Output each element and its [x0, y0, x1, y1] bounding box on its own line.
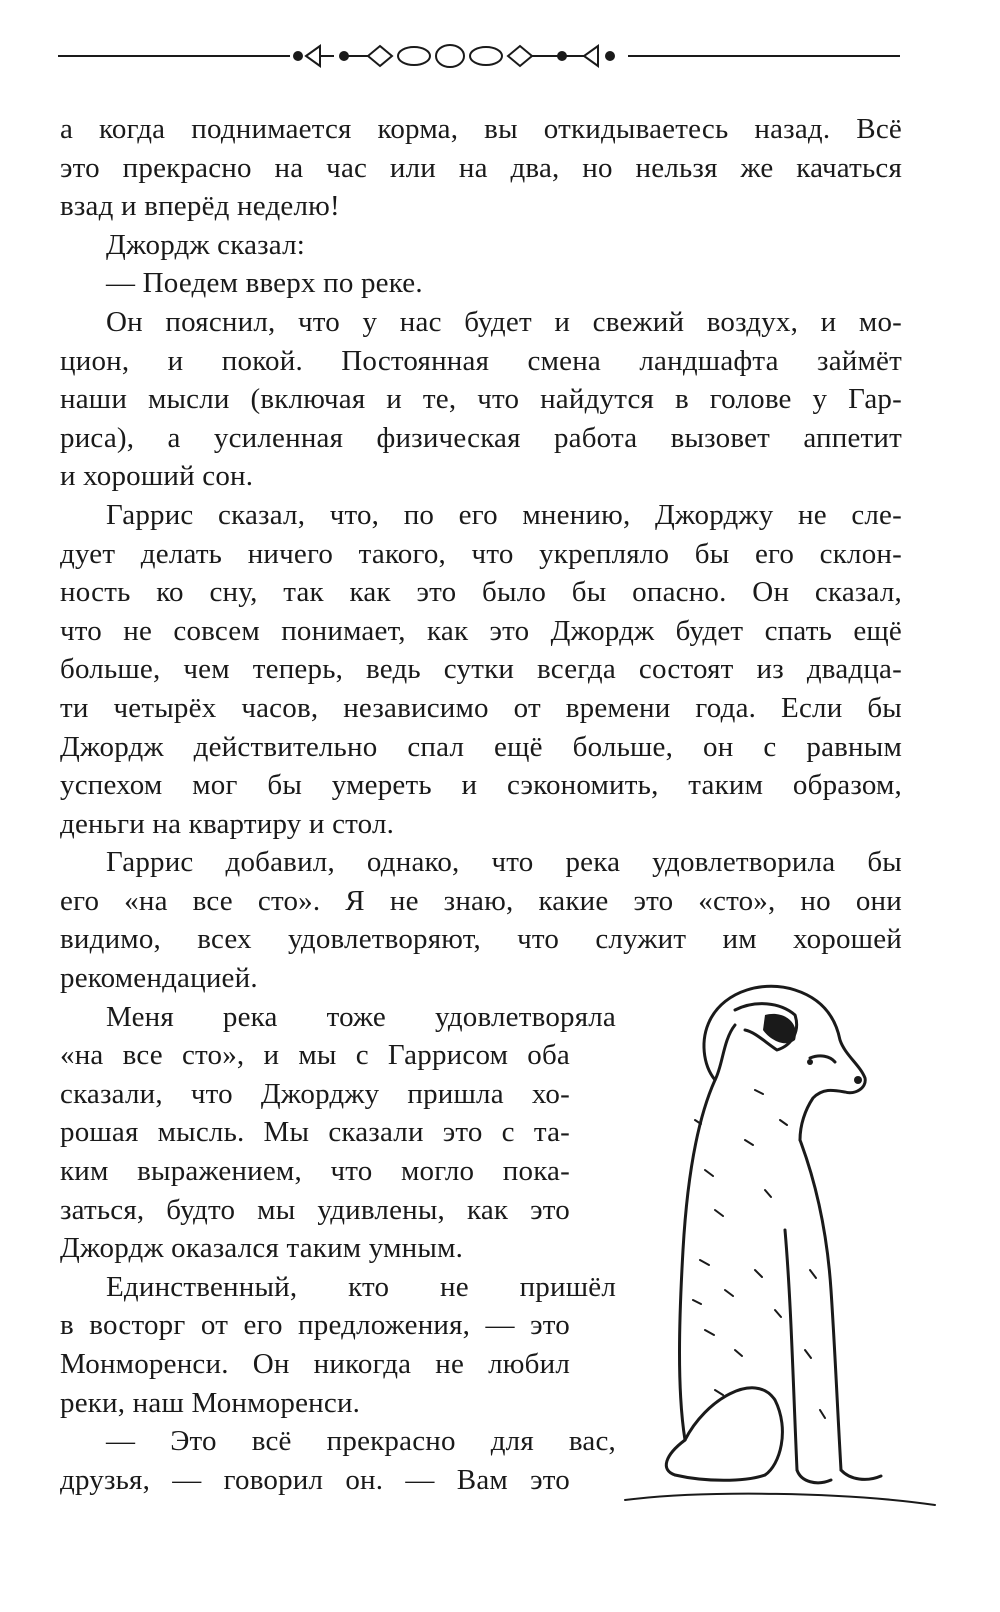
- text-line: — Поедем вверх по реке.: [106, 267, 423, 300]
- text-line: деньги на квартиру и стол.: [60, 807, 395, 840]
- text-line: дует делать ничего такого, что укрепляло бы его склон-: [60, 537, 902, 570]
- text-line: Джордж сказал:: [106, 228, 306, 261]
- text-line: ность ко сну, так как это было бы опасно. Он сказал,: [60, 576, 902, 609]
- text-line: рекомендацией.: [60, 962, 258, 995]
- text-line: больше, чем теперь, ведь сутки всегда состоят из двадца-: [60, 653, 902, 686]
- text-line: что не совсем понимает, как это Джордж будет спать ещё: [60, 614, 902, 647]
- text-line: Джордж оказался таким умным.: [60, 1232, 464, 1265]
- text-line: «на все сто», и мы с Гаррисом оба: [60, 1039, 570, 1072]
- text-line: Единственный, кто не пришёл: [106, 1270, 616, 1303]
- text-line: Он пояснил, что у нас будет и свежий воздух, и мо-: [106, 305, 902, 338]
- text-line: успехом мог бы умереть и сэкономить, таким образом,: [60, 769, 902, 802]
- decorative-divider-icon: [58, 36, 900, 76]
- text-line: Меня река тоже удовлетворяла: [106, 1000, 616, 1033]
- text-line: ким выражением, что могло пока-: [60, 1155, 570, 1188]
- text-line: наши мысли (включая и те, что найдутся в голове у Гар-: [60, 383, 902, 416]
- text-line: в восторг от его предложения, — это: [60, 1309, 570, 1342]
- text-line: это прекрасно на час или на два, но нельзя же качаться: [60, 151, 902, 184]
- text-line: друзья, — говорил он. — Вам это: [60, 1463, 570, 1496]
- dog-illustration-icon: [605, 970, 950, 1525]
- text-line: риса), а усиленная физическая работа вызовет аппетит: [60, 421, 902, 454]
- text-line: его «на все сто». Я не знаю, какие это «сто», но они: [60, 884, 902, 917]
- text-line: видимо, всех удовлетворяют, что служит им хорошей: [60, 923, 902, 956]
- text-line: Гаррис добавил, однако, что река удовлетворила бы: [106, 846, 902, 879]
- text-line: сказали, что Джорджу пришла хо-: [60, 1077, 570, 1110]
- text-line: заться, будто мы удивлены, как это: [60, 1193, 570, 1226]
- text-line: и хороший сон.: [60, 460, 254, 493]
- text-line: Гаррис сказал, что, по его мнению, Джорджу не сле-: [106, 498, 902, 531]
- text-line: — Это всё прекрасно для вас,: [106, 1425, 616, 1458]
- text-line: ти четырёх часов, независимо от времени года. Если бы: [60, 691, 902, 724]
- text-line: а когда поднимается корма, вы откидываетесь назад. Всё: [60, 113, 902, 145]
- text-line: реки, наш Монморенси.: [60, 1386, 361, 1419]
- text-line: рошая мысль. Мы сказали это с та-: [60, 1116, 570, 1149]
- text-line: Джордж действительно спал ещё больше, он с равным: [60, 730, 902, 763]
- text-line: цион, и покой. Постоянная смена ландшафта займёт: [60, 344, 902, 377]
- text-line: взад и вперёд неделю!: [60, 190, 340, 223]
- text-line: Монморенси. Он никогда не любил: [60, 1348, 570, 1380]
